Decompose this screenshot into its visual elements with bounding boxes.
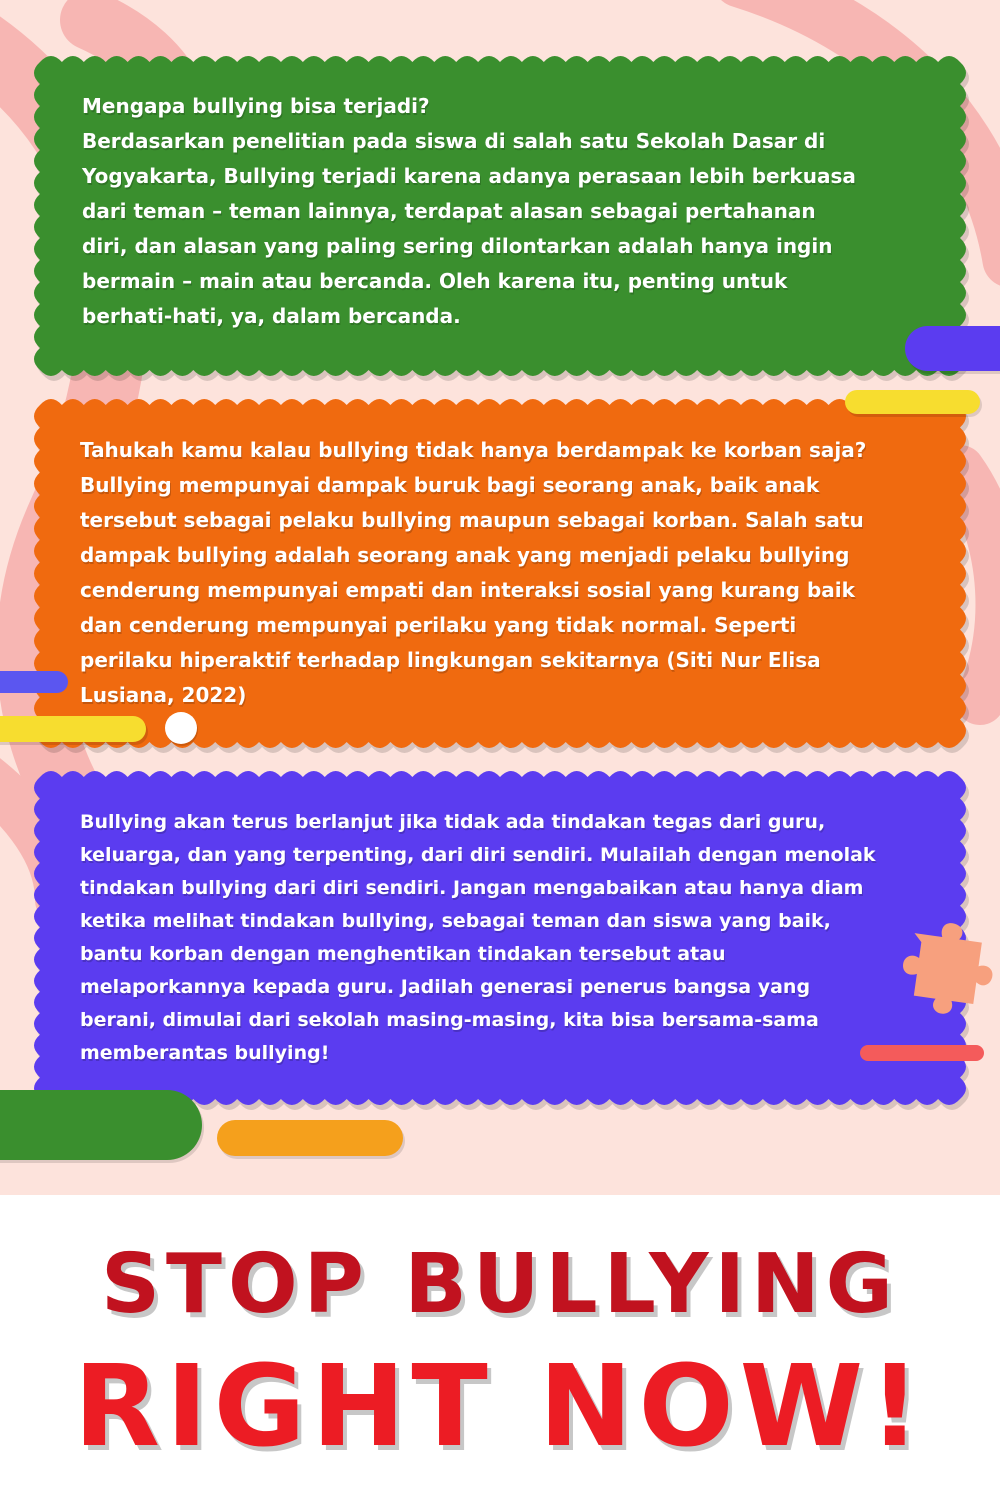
card-green-text: Mengapa bullying bisa terjadi? Berdasarkan penelitian pada siswa di salah satu Sekolah Dasar di Yogyakarta, Bullying terjadi karena adanya perasaan lebih berkuasa dari teman – teman lainnya, terdapat alasan sebagai pertahanan diri, dan alasan yang paling sering dilontarkan adalah hanya ingin bermain – main atau bercanda. Oleh karena itu, penting untuk berhati-hati, ya, dalam bercanda. [82, 94, 856, 328]
purple-pill-deco [905, 326, 1000, 371]
headline-area [0, 1195, 1000, 1500]
blue-pill-deco [0, 671, 68, 693]
yellow-pill-deco [845, 390, 980, 414]
headline-right-now: RIGHT NOW! [73, 1342, 927, 1472]
puzzle-piece-icon [900, 920, 995, 1015]
card-orange-text: Tahukah kamu kalau bullying tidak hanya berdampak ke korban saja? Bullying mempunyai dampak buruk bagi seorang anak, baik anak tersebut sebagai pelaku bullying maupun sebagai korban. Salah satu dampak bullying adalah seorang anak yang menjadi pelaku bullying cenderung mempunyai empati dan interaksi sosial yang kurang baik dan cenderung mempunyai perilaku yang tidak normal. Seperti perilaku hiperaktif terhadap lingkungan sekitarnya (Siti Nur Elisa Lusiana, 2022) [80, 438, 867, 707]
yellow-pill-left-deco [0, 716, 146, 742]
card-purple-text: Bullying akan terus berlanjut jika tidak ada tindakan tegas dari guru, keluarga, dan yang terpenting, dari diri sendiri. Mulailah dengan menolak tindakan bullying dari diri sendiri. Jangan mengabaikan atau hanya diam ketika melihat tindakan bullying, sebagai teman dan siswa yang baik, bantu korban dengan menghentikan tindakan tersebut atau melaporkannya kepada guru. Jadilah generasi penerus bangsa yang berani, dimulai dari sekolah masing-masing, kita bisa bersama-sama memberantas bullying! [80, 811, 876, 1064]
green-pill-deco [0, 1090, 202, 1160]
coral-pill-deco [860, 1045, 984, 1061]
white-dot-deco [165, 712, 197, 744]
orange-pill-deco [217, 1120, 403, 1156]
headline-stop-bullying: STOP BULLYING [101, 1237, 899, 1332]
